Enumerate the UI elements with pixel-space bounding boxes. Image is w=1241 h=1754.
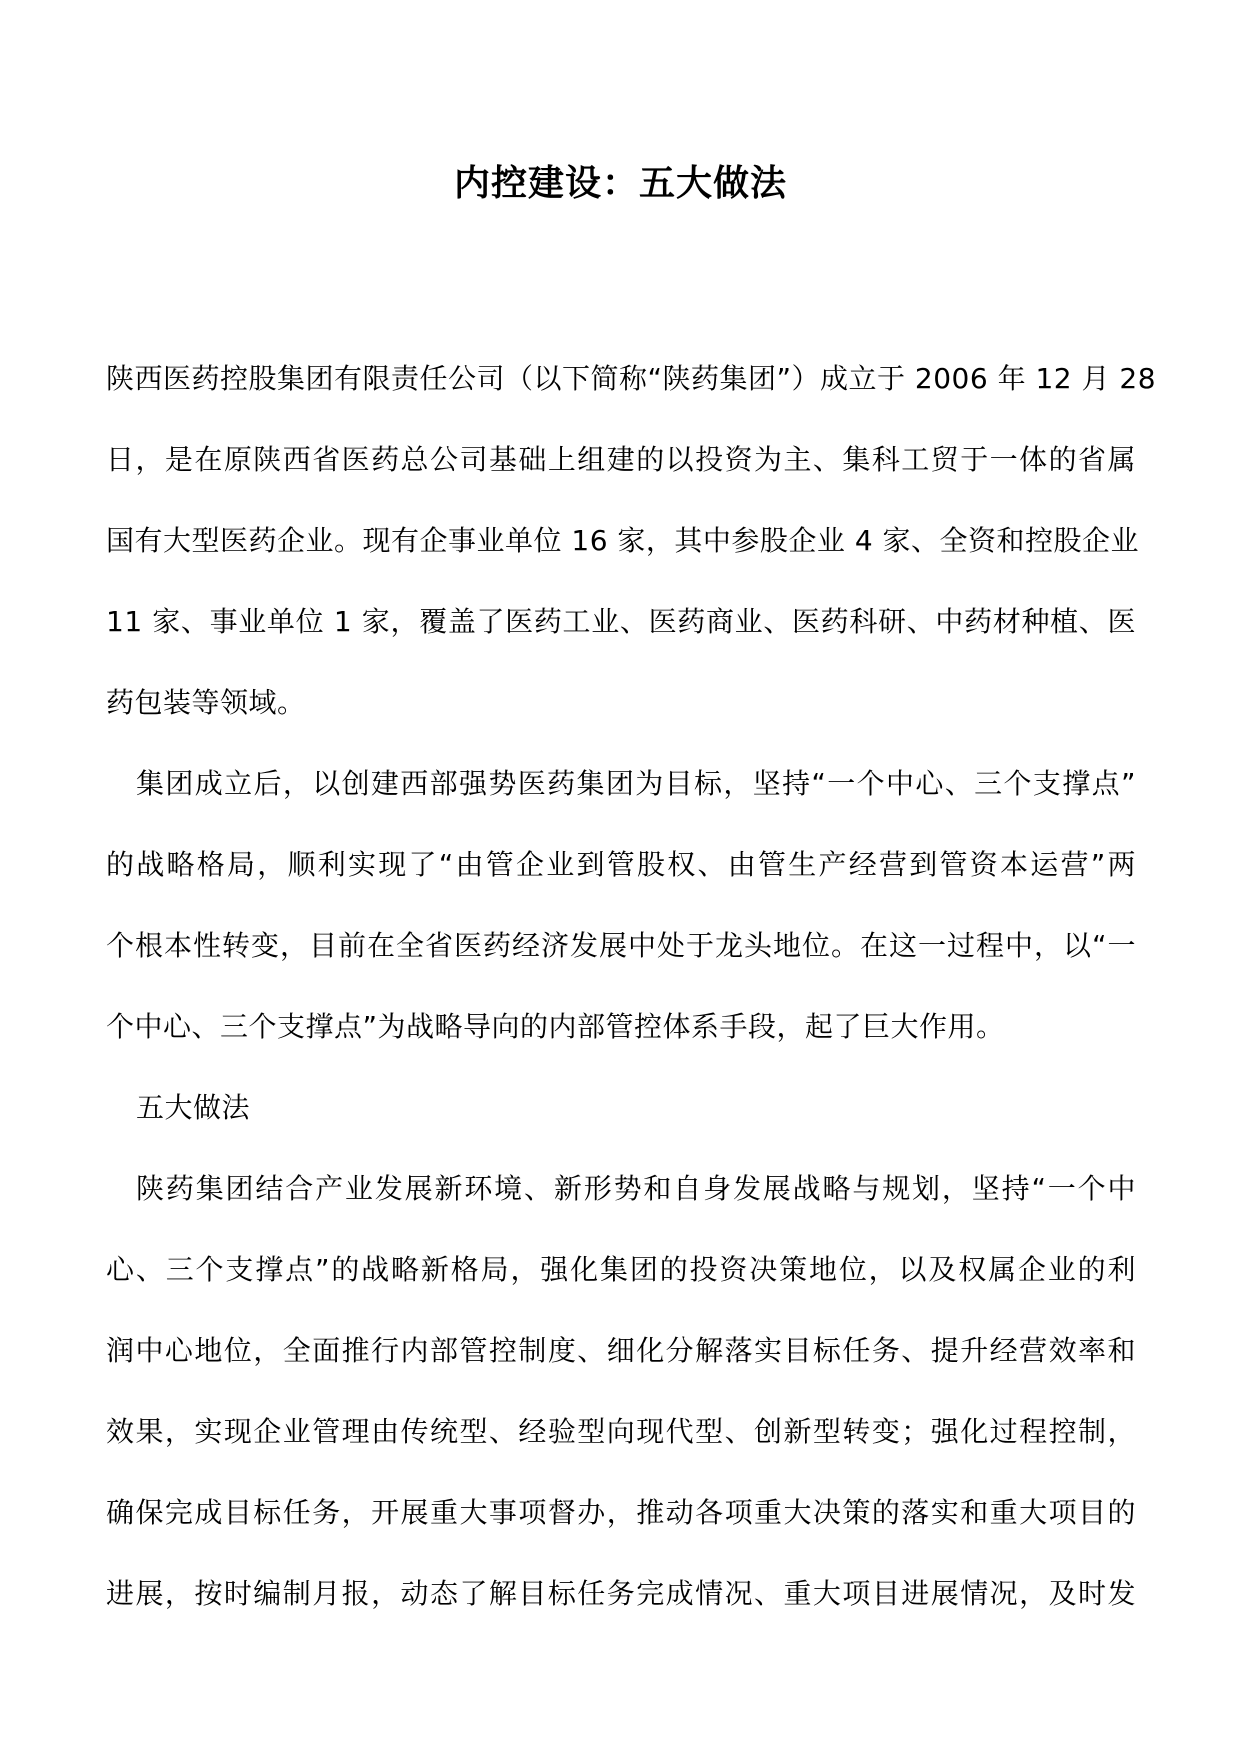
document-title: 内控建设：五大做法 — [453, 162, 787, 204]
body-line: 效果，实现企业管理由传统型、经验型向现代型、创新型转变；强化过程控制， — [106, 1415, 1136, 1448]
paragraph-start-line: 陕药集团结合产业发展新环境、新形势和自身发展战略与规划，坚持“一个中 — [136, 1172, 1136, 1205]
section-heading: 五大做法 — [136, 1091, 251, 1124]
body-line: 国有大型医药企业。现有企事业单位 16 家，其中参股企业 4 家、全资和控股企业 — [106, 524, 1140, 557]
body-line: 进展，按时编制月报，动态了解目标任务完成情况、重大项目进展情况，及时发 — [106, 1577, 1136, 1610]
body-line: 润中心地位，全面推行内部管控制度、细化分解落实目标任务、提升经营效率和 — [106, 1334, 1136, 1367]
body-line: 确保完成目标任务，开展重大事项督办，推动各项重大决策的落实和重大项目的 — [106, 1496, 1136, 1529]
body-line: 个中心、三个支撑点”为战略导向的内部管控体系手段，起了巨大作用。 — [106, 1010, 1005, 1043]
body-line: 陕西医药控股集团有限责任公司（以下简称“陕药集团”）成立于 2006 年 12 月 28 — [106, 362, 1157, 395]
body-line: 个根本性转变，目前在全省医药经济发展中处于龙头地位。在这一过程中，以“一 — [106, 929, 1136, 962]
body-line: 的战略格局，顺利实现了“由管企业到管股权、由管生产经营到管资本运营”两 — [106, 848, 1136, 881]
body-line: 日，是在原陕西省医药总公司基础上组建的以投资为主、集科工贸于一体的省属 — [106, 443, 1136, 476]
body-line: 药包装等领域。 — [106, 686, 306, 719]
body-line: 11 家、事业单位 1 家，覆盖了医药工业、医药商业、医药科研、中药材种植、医 — [106, 605, 1136, 638]
document-body — [106, 338, 1157, 1634]
body-line: 心、三个支撑点”的战略新格局，强化集团的投资决策地位，以及权属企业的利 — [106, 1253, 1136, 1286]
paragraph-start-line: 集团成立后，以创建西部强势医药集团为目标，坚持“一个中心、三个支撑点” — [136, 767, 1136, 800]
